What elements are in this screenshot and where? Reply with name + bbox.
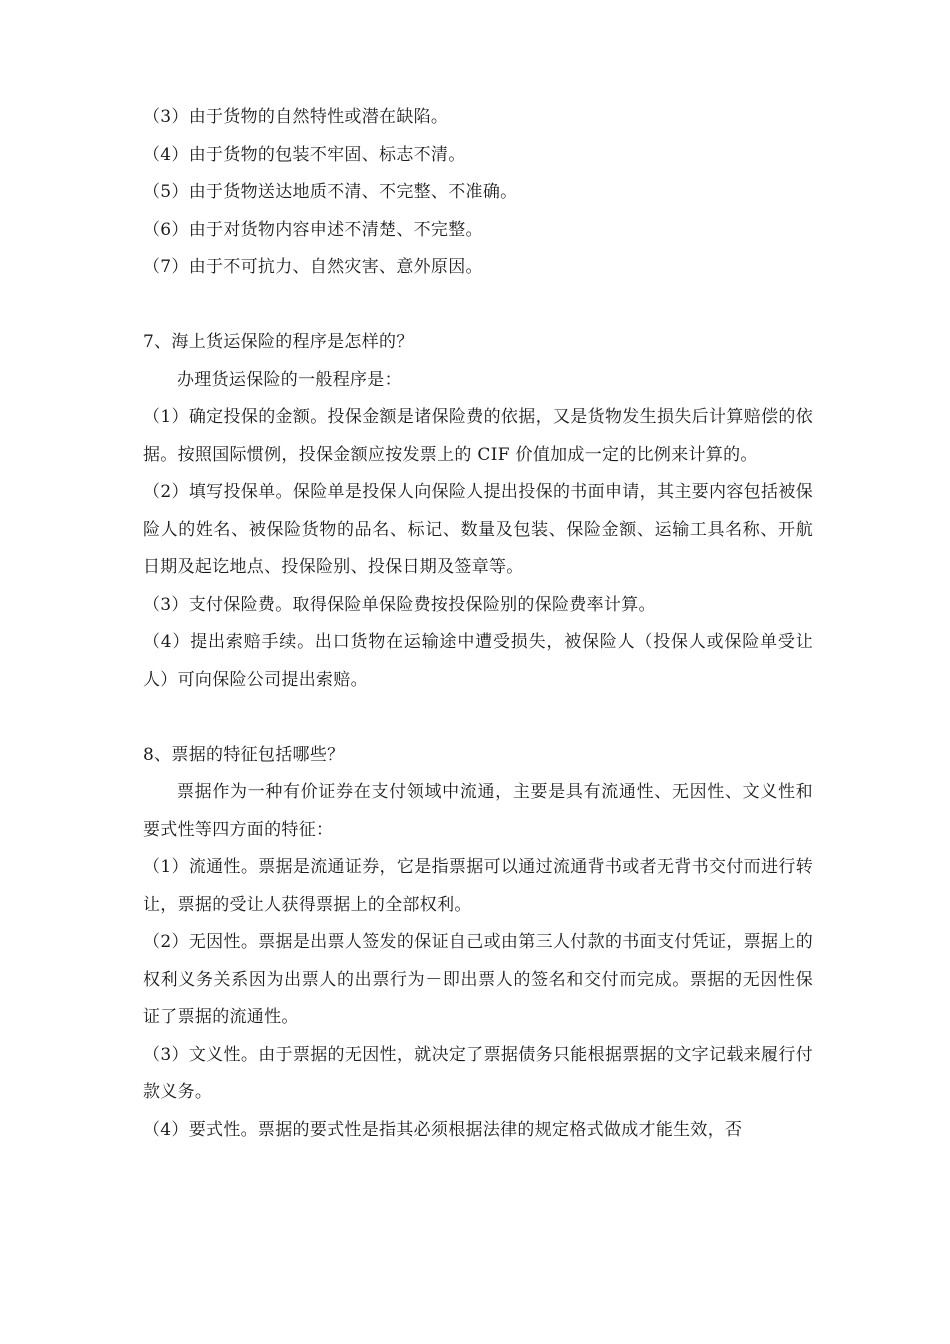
list-item: （3）由于货物的自然特性或潜在缺陷。 bbox=[143, 107, 449, 127]
list-item: （7）由于不可抗力、自然灾害、意外原因。 bbox=[143, 257, 483, 277]
list-item: （3）支付保险费。取得保险单保险费按投保险别的保险费率计算。 bbox=[143, 594, 656, 615]
list-item: （4）提出索赔手续。出口货物在运输途中遭受损失，被保险人（投保人或保险单受让人）可向保险公司提出索赔。 bbox=[143, 632, 813, 690]
section-7-intro: 办理货运保险的一般程序是： bbox=[177, 369, 402, 390]
list-item: （4）要式性。票据的要式性是指其必须根据法律的规定格式做成才能生效，否 bbox=[143, 1119, 743, 1140]
list-item: （5）由于货物送达地质不清、不完整、不准确。 bbox=[143, 182, 518, 202]
section-7-title: 7、海上货运保险的程序是怎样的？ bbox=[143, 332, 414, 352]
list-item: （6）由于对货物内容申述不清楚、不完整。 bbox=[143, 219, 483, 240]
list-item: （1）流通性。票据是流通证券，它是指票据可以通过流通背书或者无背书交付而进行转让，票据的受让人获得票据上的全部权利。 bbox=[143, 857, 813, 915]
section-spacer bbox=[143, 699, 813, 737]
list-item: （2）填写投保单。保险单是投保人向保险人提出投保的书面申请，其主要内容包括被保险人的姓名、被保险货物的品名、标记、数量及包装、保险金额、运输工具名称、开航日期及起讫地点、投保险别、投保日期及签章等。 bbox=[143, 482, 813, 577]
list-item: （3）文义性。由于票据的无因性，就决定了票据债务只能根据票据的文字记载来履行付款义务。 bbox=[143, 1044, 813, 1102]
section-8-title: 8、票据的特征包括哪些？ bbox=[143, 744, 345, 765]
list-item: （2）无因性。票据是出票人签发的保证自己或由第三人付款的书面支付凭证，票据上的权利义务关系因为出票人的出票行为－即出票人的签名和交付而完成。票据的无因性保证了票据的流通性。 bbox=[143, 932, 813, 1027]
section-8-intro: 票据作为一种有价证券在支付领域中流通，主要是具有流通性、无因性、文义性和要式性等四方面的特征： bbox=[143, 782, 813, 840]
section-spacer bbox=[143, 287, 813, 325]
list-item: （1）确定投保的金额。投保金额是诸保险费的依据，又是货物发生损失后计算赔偿的依据。按照国际惯例，投保金额应按发票上的 CIF 价值加成一定的比例来计算的。 bbox=[143, 407, 813, 465]
document-body bbox=[143, 99, 813, 1149]
list-item: （4）由于货物的包装不牢固、标志不清。 bbox=[143, 144, 466, 165]
